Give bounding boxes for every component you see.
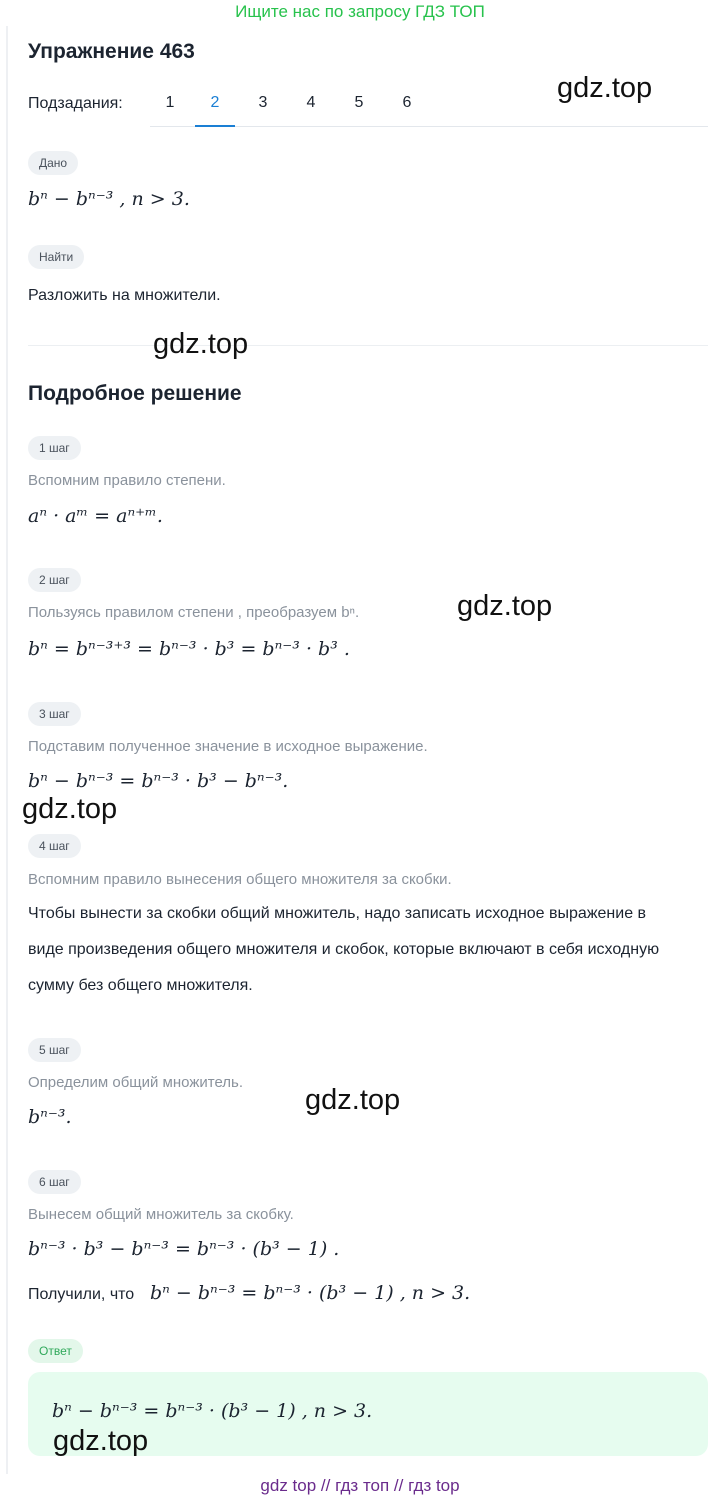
watermark: gdz.top bbox=[22, 793, 118, 825]
subtasks-label: Подзадания: bbox=[28, 95, 123, 112]
subtab-4[interactable]: 4 bbox=[306, 94, 316, 111]
given-pill: Дано bbox=[28, 151, 78, 175]
answer-expression: bⁿ − bⁿ⁻³ = bⁿ⁻³ · (b³ − 1) , n > 3. bbox=[52, 1400, 373, 1422]
step-6-pill: 6 шаг bbox=[28, 1170, 81, 1194]
step-1-pill: 1 шаг bbox=[28, 436, 81, 460]
subtab-3[interactable]: 3 bbox=[258, 94, 268, 111]
step-6-hint: Вынесем общий множитель за скобку. bbox=[28, 1206, 294, 1223]
step-3-expression: bⁿ − bⁿ⁻³ = bⁿ⁻³ · b³ − bⁿ⁻³. bbox=[28, 770, 289, 792]
answer-pill: Ответ bbox=[28, 1339, 83, 1363]
watermark: gdz.top bbox=[557, 72, 653, 104]
step-4-hint: Вспомним правило вынесения общего множителя за скобки. bbox=[28, 871, 452, 888]
step-3-pill: 3 шаг bbox=[28, 702, 81, 726]
find-text: Разложить на множители. bbox=[28, 287, 221, 304]
subtab-5[interactable]: 5 bbox=[354, 94, 364, 111]
step-2-hint: Пользуясь правилом степени , преобразуем bⁿ. bbox=[28, 604, 360, 621]
step-1-expression: aⁿ · aᵐ = aⁿ⁺ᵐ. bbox=[28, 505, 163, 527]
step-3-hint: Подставим полученное значение в исходное выражение. bbox=[28, 738, 428, 755]
subtab-2[interactable]: 2 bbox=[195, 94, 235, 127]
watermark: gdz.top bbox=[153, 328, 249, 360]
step-1-hint: Вспомним правило степени. bbox=[28, 472, 226, 489]
step-4-rule-text: Чтобы вынести за скобки общий множитель, надо записать исходное выражение в виде произведения общего множителя и скобок, которые включают в себя исходную сумму без общего множителя. bbox=[28, 905, 660, 994]
footer-links[interactable]: gdz top // гдз топ // гдз top bbox=[260, 1476, 460, 1495]
subtab-1[interactable]: 1 bbox=[165, 94, 175, 111]
top-banner[interactable]: Ищите нас по запросу ГДЗ ТОП bbox=[235, 2, 485, 21]
find-pill: Найти bbox=[28, 245, 84, 269]
result-prefix: Получили, что bbox=[28, 1286, 135, 1303]
watermark: gdz.top bbox=[53, 1425, 149, 1457]
step-6-expression: bⁿ⁻³ · b³ − bⁿ⁻³ = bⁿ⁻³ · (b³ − 1) . bbox=[28, 1238, 340, 1260]
step-5-expression: bⁿ⁻³. bbox=[28, 1106, 72, 1128]
step-5-hint: Определим общий множитель. bbox=[28, 1074, 244, 1091]
divider bbox=[28, 345, 708, 346]
result-expression: bⁿ − bⁿ⁻³ = bⁿ⁻³ · (b³ − 1) , n > 3. bbox=[150, 1282, 471, 1304]
solution-title: Подробное решение bbox=[28, 382, 242, 405]
subtab-6[interactable]: 6 bbox=[402, 94, 412, 111]
step-5-pill: 5 шаг bbox=[28, 1038, 81, 1062]
page-title: Упражнение 463 bbox=[28, 40, 195, 63]
given-expression: bⁿ − bⁿ⁻³ , n > 3. bbox=[28, 188, 190, 210]
step-2-expression: bⁿ = bⁿ⁻³⁺³ = bⁿ⁻³ · b³ = bⁿ⁻³ · b³ . bbox=[28, 638, 350, 660]
step-4-pill: 4 шаг bbox=[28, 834, 81, 858]
step-2-pill: 2 шаг bbox=[28, 568, 81, 592]
watermark: gdz.top bbox=[457, 590, 553, 622]
watermark: gdz.top bbox=[305, 1084, 401, 1116]
